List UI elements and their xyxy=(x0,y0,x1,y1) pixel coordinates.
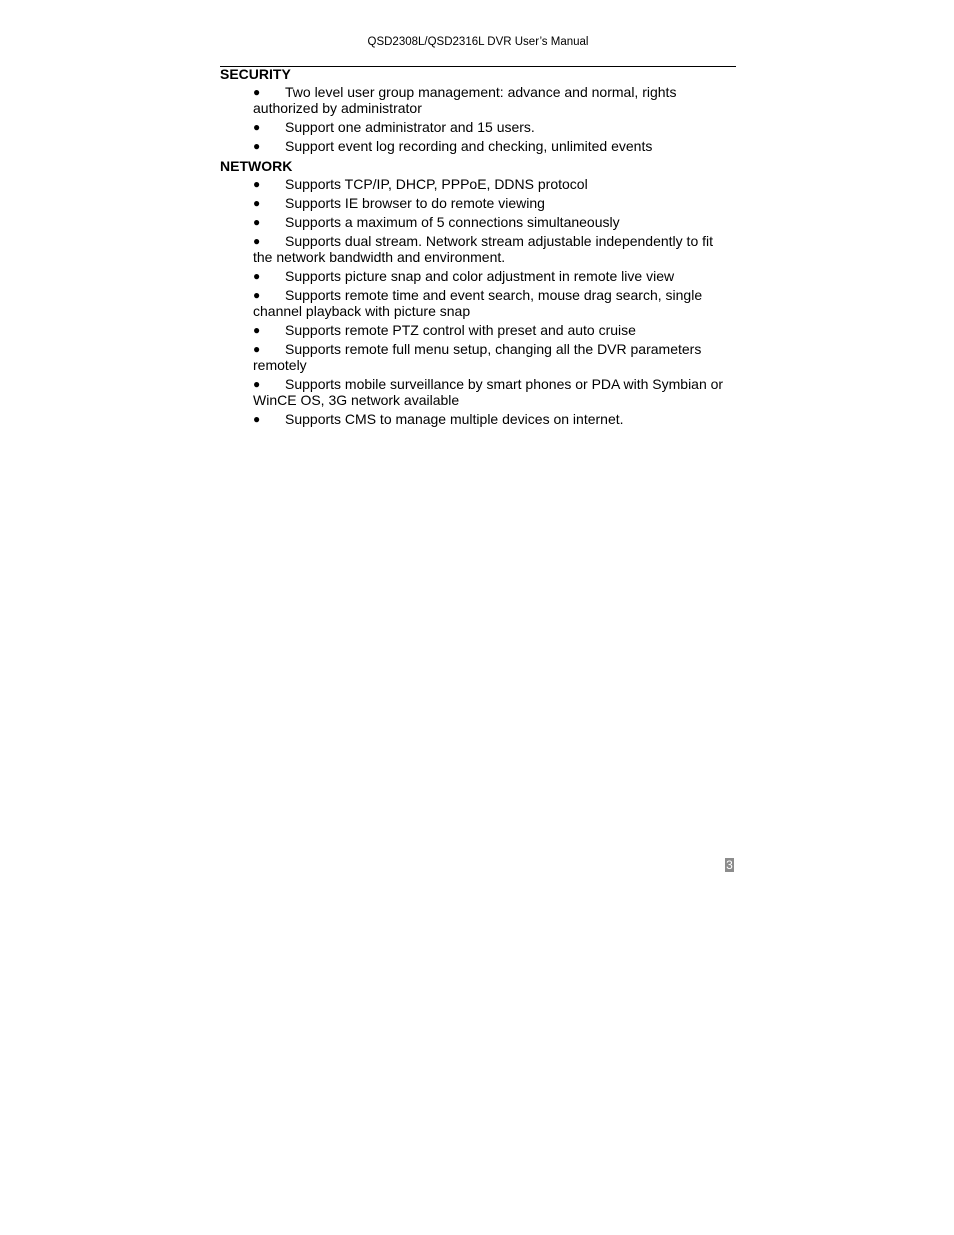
bullet-icon: ● xyxy=(253,215,261,229)
list-item xyxy=(253,214,736,230)
bullet-icon: ● xyxy=(253,85,261,99)
list-item xyxy=(253,84,736,116)
bullet-icon: ● xyxy=(253,288,261,302)
list-item xyxy=(253,322,736,338)
list-item xyxy=(253,119,736,135)
list-item-text: Two level user group management: advance and normal, rights authorized by administrator xyxy=(253,84,677,116)
list-item xyxy=(253,268,736,284)
page-header: QSD2308L/QSD2316L DVR User’s Manual xyxy=(367,36,589,48)
list-item xyxy=(253,376,736,408)
list-item xyxy=(253,195,736,211)
list-item-text: Supports remote full menu setup, changing all the DVR parameters remotely xyxy=(253,341,702,373)
bullet-icon: ● xyxy=(253,177,261,191)
bullet-icon: ● xyxy=(253,412,261,426)
list-item xyxy=(253,341,736,373)
list-item-text: Supports picture snap and color adjustment in remote live view xyxy=(285,268,675,284)
document-body xyxy=(220,66,736,430)
list-item-text: Supports remote PTZ control with preset and auto cruise xyxy=(285,322,636,338)
list-item-text: Support one administrator and 15 users. xyxy=(285,119,535,135)
section-heading-security: SECURITY xyxy=(220,66,291,82)
list-item-text: Supports dual stream. Network stream adjustable independently to fit the network bandwidth and environment. xyxy=(253,233,714,265)
bullet-icon: ● xyxy=(253,120,261,134)
list-item xyxy=(253,138,736,154)
bullet-icon: ● xyxy=(253,139,261,153)
list-item-text: Support event log recording and checking, unlimited events xyxy=(285,138,653,154)
bullet-icon: ● xyxy=(253,234,261,248)
page-number: 3 xyxy=(726,858,733,872)
list-item xyxy=(253,233,736,265)
list-item-text: Supports mobile surveillance by smart phones or PDA with Symbian or WinCE OS, 3G network available xyxy=(253,376,724,408)
list-item-text: Supports remote time and event search, mouse drag search, single channel playback with picture snap xyxy=(253,287,703,319)
list-item xyxy=(253,411,736,427)
network-list xyxy=(220,176,736,427)
list-item xyxy=(253,176,736,192)
bullet-icon: ● xyxy=(253,342,261,356)
list-item-text: Supports IE browser to do remote viewing xyxy=(285,195,545,211)
list-item-text: Supports CMS to manage multiple devices on internet. xyxy=(285,411,624,427)
bullet-icon: ● xyxy=(253,377,261,391)
bullet-icon: ● xyxy=(253,269,261,283)
security-list xyxy=(220,84,736,154)
bullet-icon: ● xyxy=(253,323,261,337)
list-item-text: Supports a maximum of 5 connections simultaneously xyxy=(285,214,620,230)
list-item-text: Supports TCP/IP, DHCP, PPPoE, DDNS protocol xyxy=(285,176,588,192)
section-heading-network: NETWORK xyxy=(220,158,293,174)
bullet-icon: ● xyxy=(253,196,261,210)
list-item xyxy=(253,287,736,319)
